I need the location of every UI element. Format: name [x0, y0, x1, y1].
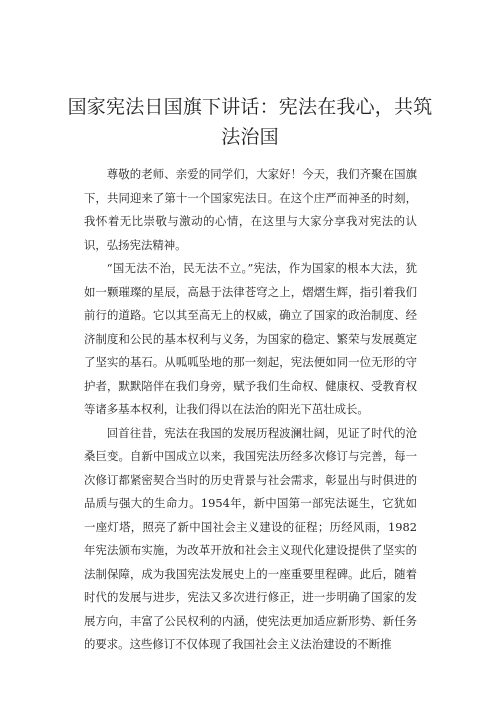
document-title: 国家宪法日国旗下讲话：宪法在我心，共筑法治国	[67, 96, 433, 148]
paragraph-greeting: 尊敬的老师、亲爱的同学们，大家好！今天，我们齐聚在国旗下，共同迎来了第十一个国家宪法日。在这个庄严而神圣的时刻，我怀着无比崇敬与激动的心情，在这里与大家分享我对宪法的认识，弘扬宪法精神。	[84, 167, 417, 252]
document-body	[84, 163, 417, 657]
paragraph-constitution-role: “国无法不治，民无法不立。”宪法，作为国家的根本大法，犹如一颗璀璨的星辰，高悬于法律苍穹之上，熠熠生辉，指引着我们前行的道路。它以其至高无上的权威，确立了国家的政治制度、经济制度和公民的基本权利与义务，为国家的稳定、繁荣与发展奠定了坚实的基石。从呱呱坠地的那一刻起，宪法便如同一位无形的守护者，默默陪伴在我们身旁，赋予我们生命权、健康权、受教育权等诸多基本权利，让我们得以在法治的阳光下茁壮成长。	[84, 261, 417, 416]
paragraph-constitution-history: 回首往昔，宪法在我国的发展历程波澜壮阔，见证了时代的沧桑巨变。自新中国成立以来，我国宪法历经多次修订与完善，每一次修订都紧密契合当时的历史背景与社会需求，彰显出与时俱进的品质与强大的生命力。1954年，新中国第一部宪法诞生，它犹如一座灯塔，照亮了新中国社会主义建设的征程；历经风雨，1982年宪法颁布实施，为改革开放和社会主义现代化建设提供了坚实的法制保障，成为我国宪法发展史上的一座重要里程碑。此后，随着时代的发展与进步，宪法又多次进行修正，进一步明确了国家的发展方向，丰富了公民权利的内涵，使宪法更加适应新形势、新任务的要求。这些修订不仅体现了我国社会主义法治建设的不断推	[84, 425, 417, 651]
